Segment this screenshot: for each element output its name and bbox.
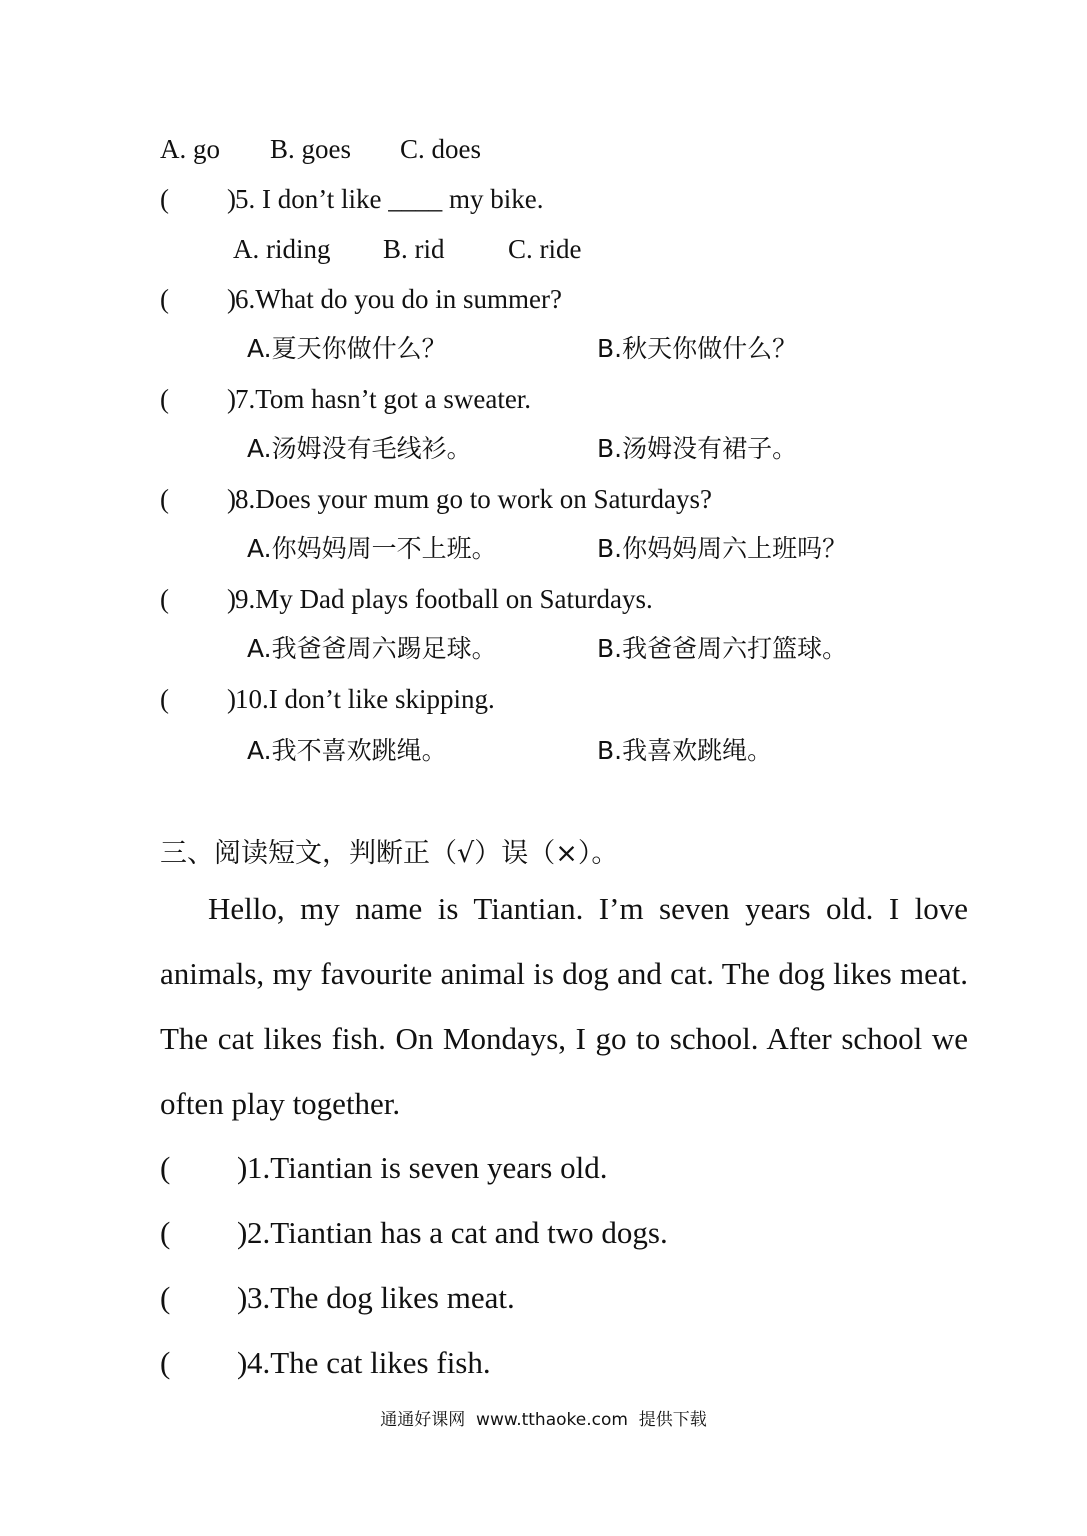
q10-option-b: B.我喜欢跳绳。 — [597, 736, 773, 765]
judge-4-paren-open: ( — [160, 1345, 171, 1380]
q5-option-c: C. ride — [508, 234, 582, 264]
q10-paren-close: ) — [227, 684, 236, 714]
judge-1-paren-close: ) — [237, 1150, 248, 1185]
q10-text: 10.I don’t like skipping. — [235, 684, 495, 714]
q8-text: 8.Does your mum go to work on Saturdays? — [235, 484, 712, 514]
q7-paren-close: ) — [227, 384, 236, 414]
judge-4-text: 4.The cat likes fish. — [247, 1345, 491, 1380]
judge-1-paren-open: ( — [160, 1150, 171, 1185]
q9-text: 9.My Dad plays football on Saturdays. — [235, 584, 653, 614]
q7-paren-open: ( — [160, 384, 169, 414]
q4-option-b: B. goes — [270, 134, 351, 164]
q6-text: 6.What do you do in summer? — [235, 284, 562, 314]
q7-option-b: B.汤姆没有裙子。 — [597, 434, 798, 463]
judge-3-paren-close: ) — [237, 1280, 248, 1315]
q4-option-a: A. go — [160, 134, 220, 164]
q9-option-b: B.我爸爸周六打篮球。 — [597, 634, 848, 663]
judge-2-paren-close: ) — [237, 1215, 248, 1250]
q5-paren-close: ) — [227, 184, 236, 214]
q6-option-a: A.夏天你做什么？ — [247, 334, 447, 363]
q8-option-a: A.你妈妈周一不上班。 — [247, 534, 497, 563]
q5-option-a: A. riding — [233, 234, 331, 264]
q10-paren-open: ( — [160, 684, 169, 714]
section-heading-reading: 三、阅读短文，判断正（√）误（×）。 — [160, 838, 619, 869]
judge-2-paren-open: ( — [160, 1215, 171, 1250]
q8-paren-open: ( — [160, 484, 169, 514]
q8-paren-close: ) — [227, 484, 236, 514]
q9-paren-open: ( — [160, 584, 169, 614]
judge-1-text: 1.Tiantian is seven years old. — [247, 1150, 608, 1185]
q10-option-a: A.我不喜欢跳绳。 — [247, 736, 447, 765]
q6-paren-close: ) — [227, 284, 236, 314]
q6-option-b: B.秋天你做什么？ — [597, 334, 798, 363]
reading-passage-text: Hello, my name is Tiantian. I’m seven years old. I love animals, my favourite animal is dog and cat. The dog likes meat. The cat likes fish. On Mondays, I go to school. After school we often play together. — [160, 891, 968, 1121]
judge-4-paren-close: ) — [237, 1345, 248, 1380]
judge-2-text: 2.Tiantian has a cat and two dogs. — [247, 1215, 668, 1250]
q5-option-b: B. rid — [383, 234, 445, 264]
q8-option-b: B.你妈妈周六上班吗？ — [597, 534, 848, 563]
q5-paren-open: ( — [160, 184, 169, 214]
reading-passage — [160, 876, 968, 1136]
q9-paren-close: ) — [227, 584, 236, 614]
q4-option-c: C. does — [400, 134, 481, 164]
q6-paren-open: ( — [160, 284, 169, 314]
q5-text: 5. I don’t like ____ my bike. — [235, 184, 544, 214]
page-footer: 通通好课网 www.tthaoke.com 提供下载 — [380, 1410, 707, 1430]
q7-text: 7.Tom hasn’t got a sweater. — [235, 384, 532, 414]
judge-3-text: 3.The dog likes meat. — [247, 1280, 515, 1315]
q9-option-a: A.我爸爸周六踢足球。 — [247, 634, 497, 663]
q7-option-a: A.汤姆没有毛线衫。 — [247, 434, 472, 463]
judge-3-paren-open: ( — [160, 1280, 171, 1315]
